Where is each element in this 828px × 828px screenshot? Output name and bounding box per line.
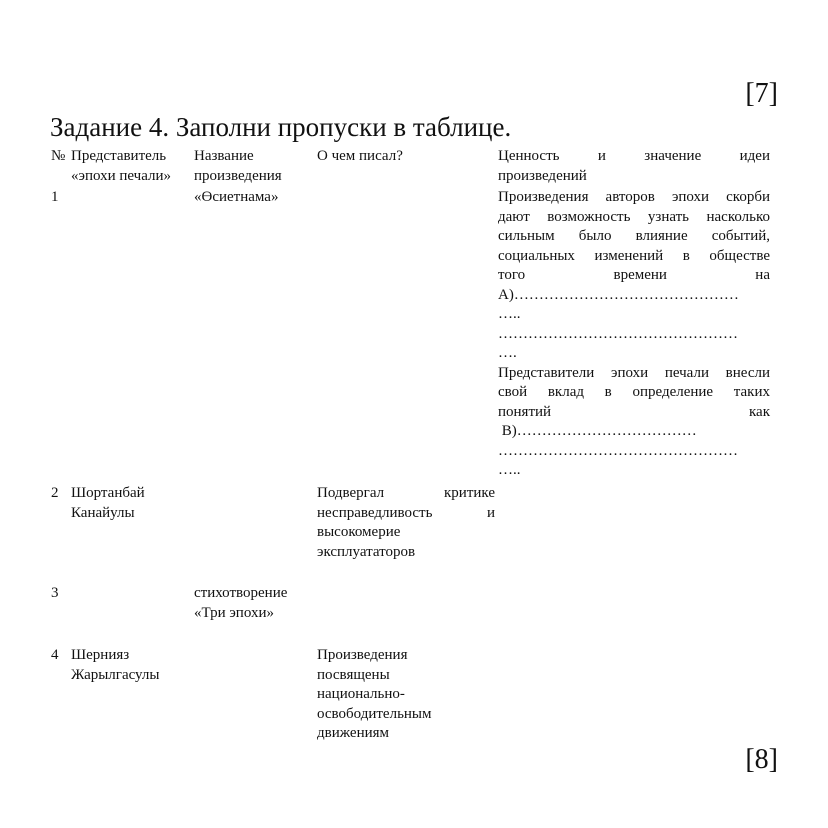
header-work-title — [194, 147, 312, 186]
row2-representative-line2: Канайулы — [71, 504, 135, 521]
score-mark-top: [7] — [745, 78, 778, 109]
blank-a-line3: ………………………………………… — [498, 325, 738, 342]
header-value-line1: Ценность и значение идеи — [498, 148, 770, 164]
row4-about-line4: освободительным — [317, 705, 432, 722]
row1-value-p2-line2: свой вклад в определение таких — [498, 384, 770, 400]
row2-representative-line1: Шортанбай — [71, 485, 145, 501]
row2-about-line3: высокомерие — [317, 524, 401, 540]
row2-about-line4: эксплуататоров — [317, 543, 416, 560]
row1-value-p1-line4: социальных изменений в обществе — [498, 247, 770, 264]
blank-a-line2: ….. — [498, 306, 521, 322]
blank-b-line2: ………………………………………… — [498, 442, 738, 459]
header-representative-line1: Представитель — [71, 148, 167, 164]
header-value — [498, 147, 770, 186]
row3-work — [194, 584, 312, 623]
row1-value-p2-line1: Представители эпохи печали внесли — [498, 364, 770, 381]
header-value-line2: произведений — [498, 167, 587, 184]
score-mark-bottom: [8] — [745, 744, 778, 775]
row4-representative-line2: Жарылгасулы — [71, 666, 160, 683]
row1-value-p1-line1: Произведения авторов эпохи скорби — [498, 189, 770, 205]
row4-number: 4 — [51, 647, 59, 663]
blank-b-line1: В)……………………………… — [498, 423, 697, 439]
row1-value-p2-line3: понятий как — [498, 403, 770, 420]
row2-number: 2 — [51, 485, 59, 501]
row1-value — [498, 188, 770, 481]
row1-value-p1-line5: того времени на — [498, 267, 770, 283]
row2-about-line1: Подвергал критике — [317, 485, 495, 501]
row4-about-line3: национально- — [317, 686, 405, 702]
row3-work-line1: стихотворение — [194, 585, 288, 601]
row4-about — [317, 646, 495, 744]
header-about: О чем писал? — [317, 148, 403, 164]
row4-representative-line1: Шернияз — [71, 647, 130, 663]
header-work-line2: произведения — [194, 167, 282, 184]
row2-about-line2: несправедливость и — [317, 504, 495, 521]
row2-about — [317, 484, 495, 562]
row4-about-line5: движениям — [317, 725, 390, 741]
header-work-line1: Название — [194, 148, 254, 164]
row1-work: «Өсиетнама» — [194, 189, 279, 205]
row2-representative — [71, 484, 189, 523]
row1-value-p1-line2: дают возможность узнать насколько — [498, 208, 770, 225]
blank-a-line4: …. — [498, 345, 517, 361]
row4-about-line1: Произведения — [317, 647, 408, 663]
header-representative-line2: «эпохи печали» — [71, 167, 172, 184]
row3-number: 3 — [51, 585, 59, 601]
blank-a-line1: А)……………………………………… — [498, 286, 739, 303]
task-title: Задание 4. Заполни пропуски в таблице. — [50, 112, 512, 142]
row1-value-p1-line3: сильным было влияние событий, — [498, 228, 770, 244]
blank-b-line3: ….. — [498, 462, 521, 478]
row1-number: 1 — [51, 189, 59, 205]
header-representative — [71, 147, 189, 186]
row4-representative — [71, 646, 189, 685]
row4-about-line2: посвящены — [317, 666, 390, 683]
header-number: № — [51, 148, 66, 164]
row3-work-line2: «Три эпохи» — [194, 604, 274, 621]
